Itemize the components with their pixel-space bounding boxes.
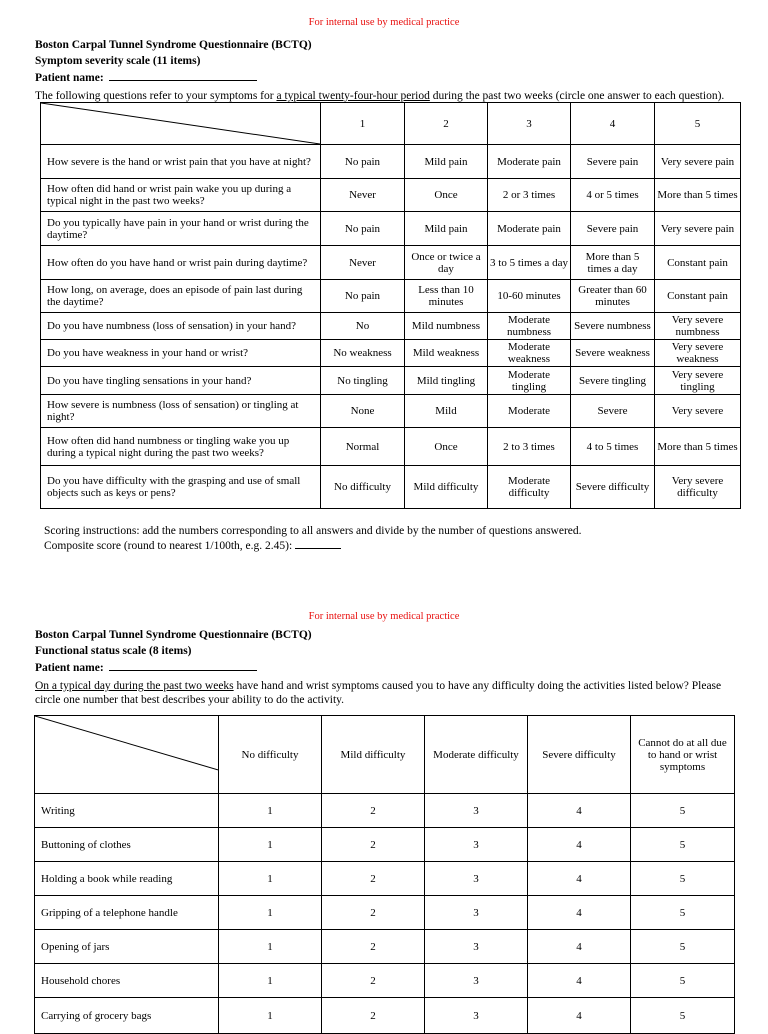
table-row: [35, 998, 735, 1034]
answer-option[interactable]: Very severe weakness: [655, 340, 741, 367]
question-cell: How often do you have hand or wrist pain during daytime?: [41, 246, 321, 280]
score-option[interactable]: 2: [322, 964, 425, 998]
score-option[interactable]: 5: [631, 794, 735, 828]
score-option[interactable]: 4: [528, 862, 631, 896]
answer-option[interactable]: Very severe pain: [655, 212, 741, 246]
diagonal-line: [41, 103, 320, 144]
table-row: [35, 896, 735, 930]
answer-option[interactable]: Mild pain: [405, 212, 488, 246]
answer-option[interactable]: 10-60 minutes: [488, 280, 571, 313]
answer-option[interactable]: No weakness: [321, 340, 405, 367]
scoring-instructions: [44, 525, 582, 553]
answer-option[interactable]: Very severe difficulty: [655, 466, 741, 509]
score-option[interactable]: 2: [322, 998, 425, 1034]
table-row: [41, 367, 741, 395]
answer-option[interactable]: Never: [321, 179, 405, 212]
answer-option[interactable]: Mild difficulty: [405, 466, 488, 509]
question-cell: How severe is the hand or wrist pain that you have at night?: [41, 145, 321, 179]
answer-option[interactable]: 3 to 5 times a day: [488, 246, 571, 280]
corner-cell-2: [35, 716, 219, 794]
composite-score-label: Composite score (round to nearest 1/100th, e.g. 2.45):: [44, 540, 293, 552]
question-cell: Do you have weakness in your hand or wrist?: [41, 340, 321, 367]
answer-option[interactable]: Moderate pain: [488, 145, 571, 179]
answer-option[interactable]: Moderate weakness: [488, 340, 571, 367]
answer-option[interactable]: More than 5 times: [655, 179, 741, 212]
answer-option[interactable]: Constant pain: [655, 246, 741, 280]
score-option[interactable]: 2: [322, 930, 425, 964]
answer-option[interactable]: No: [321, 313, 405, 340]
answer-option[interactable]: Constant pain: [655, 280, 741, 313]
answer-option[interactable]: Greater than 60 minutes: [571, 280, 655, 313]
answer-option[interactable]: Once: [405, 179, 488, 212]
question-cell: Do you typically have pain in your hand or wrist during the daytime?: [41, 212, 321, 246]
table-row: [41, 246, 741, 280]
form-title-2: Boston Carpal Tunnel Syndrome Questionnaire (BCTQ): [35, 629, 312, 641]
answer-option[interactable]: Mild pain: [405, 145, 488, 179]
question-cell: Do you have tingling sensations in your hand?: [41, 367, 321, 395]
answer-option[interactable]: None: [321, 395, 405, 428]
table-row: [35, 930, 735, 964]
header-cell-2: Moderate difficulty: [425, 716, 528, 794]
score-option[interactable]: 5: [631, 930, 735, 964]
answer-option[interactable]: Moderate pain: [488, 212, 571, 246]
score-option[interactable]: 3: [425, 964, 528, 998]
score-option[interactable]: 5: [631, 964, 735, 998]
answer-option[interactable]: Mild tingling: [405, 367, 488, 395]
header-cell-2: Cannot do at all due to hand or wrist symptoms: [631, 716, 735, 794]
table-header-row: [41, 103, 741, 145]
score-option[interactable]: 3: [425, 896, 528, 930]
header-cell: 5: [655, 103, 741, 145]
table-row: [41, 313, 741, 340]
answer-option[interactable]: Very severe tingling: [655, 367, 741, 395]
header-cell: 4: [571, 103, 655, 145]
activity-cell: Holding a book while reading: [35, 862, 219, 896]
score-option[interactable]: 4: [528, 896, 631, 930]
answer-option[interactable]: Moderate numbness: [488, 313, 571, 340]
answer-option[interactable]: Severe tingling: [571, 367, 655, 395]
composite-score-row: [44, 538, 582, 553]
patient-name-row-2: [35, 659, 312, 677]
answer-option[interactable]: Mild numbness: [405, 313, 488, 340]
score-option[interactable]: 1: [219, 896, 322, 930]
table-row: [41, 179, 741, 212]
answer-option[interactable]: Severe difficulty: [571, 466, 655, 509]
score-option[interactable]: 2: [322, 862, 425, 896]
form-header: [35, 38, 312, 87]
score-option[interactable]: 4: [528, 828, 631, 862]
score-option[interactable]: 4: [528, 794, 631, 828]
score-option[interactable]: 1: [219, 794, 322, 828]
activity-cell: Carrying of grocery bags: [35, 998, 219, 1034]
score-option[interactable]: 3: [425, 794, 528, 828]
activity-cell: Opening of jars: [35, 930, 219, 964]
instructions-text: The following questions refer to your symptoms for: [35, 90, 277, 102]
patient-name-label-2: Patient name:: [35, 662, 104, 674]
header-cell: 1: [321, 103, 405, 145]
score-option[interactable]: 3: [425, 862, 528, 896]
score-option[interactable]: 3: [425, 998, 528, 1034]
score-option[interactable]: 2: [322, 896, 425, 930]
score-option[interactable]: 2: [322, 828, 425, 862]
activity-cell: Writing: [35, 794, 219, 828]
activity-cell: Household chores: [35, 964, 219, 998]
form-subtitle-2: Functional status scale (8 items): [35, 644, 192, 657]
header-cell: 3: [488, 103, 571, 145]
patient-name-label: Patient name:: [35, 72, 104, 84]
diagonal-line-2: [35, 716, 218, 793]
table-row: [35, 794, 735, 828]
patient-name-row: [35, 69, 312, 87]
question-cell: Do you have difficulty with the grasping and use of small objects such as keys or pens?: [41, 466, 321, 509]
answer-option[interactable]: 2 or 3 times: [488, 179, 571, 212]
score-option[interactable]: 5: [631, 828, 735, 862]
question-cell: Do you have numbness (loss of sensation) in your hand?: [41, 313, 321, 340]
symptom-severity-table: [40, 102, 741, 509]
answer-option[interactable]: Moderate difficulty: [488, 466, 571, 509]
score-option[interactable]: 3: [425, 930, 528, 964]
answer-option[interactable]: Severe: [571, 395, 655, 428]
score-option[interactable]: 5: [631, 998, 735, 1034]
functional-status-table: [34, 715, 735, 1034]
answer-option[interactable]: Severe weakness: [571, 340, 655, 367]
score-option[interactable]: 1: [219, 862, 322, 896]
score-option[interactable]: 2: [322, 794, 425, 828]
header-cell: 2: [405, 103, 488, 145]
activity-cell: Gripping of a telephone handle: [35, 896, 219, 930]
patient-name-field[interactable]: [109, 69, 257, 81]
table-row: [35, 862, 735, 896]
score-option[interactable]: 4: [528, 930, 631, 964]
answer-option[interactable]: Very severe numbness: [655, 313, 741, 340]
internal-use-notice: For internal use by medical practice: [308, 17, 460, 28]
answer-option[interactable]: No difficulty: [321, 466, 405, 509]
score-option[interactable]: 1: [219, 828, 322, 862]
question-cell: How often did hand or wrist pain wake you up during a typical night in the past two weeks?: [41, 179, 321, 212]
answer-option[interactable]: Mild weakness: [405, 340, 488, 367]
answer-option[interactable]: Normal: [321, 428, 405, 466]
instructions-emphasis: a typical twenty-four-hour period: [276, 90, 430, 102]
score-option[interactable]: 1: [219, 964, 322, 998]
score-option[interactable]: 1: [219, 930, 322, 964]
instructions-2: [35, 679, 740, 707]
table-row: [41, 395, 741, 428]
form-subtitle: Symptom severity scale (11 items): [35, 54, 201, 67]
activity-cell: Buttoning of clothes: [35, 828, 219, 862]
score-option[interactable]: 1: [219, 998, 322, 1034]
table-row: [41, 280, 741, 313]
table-row: [41, 212, 741, 246]
score-option[interactable]: 3: [425, 828, 528, 862]
header-cell-2: No difficulty: [219, 716, 322, 794]
answer-option[interactable]: No pain: [321, 280, 405, 313]
answer-option[interactable]: Never: [321, 246, 405, 280]
score-option[interactable]: 5: [631, 862, 735, 896]
score-option[interactable]: 4: [528, 998, 631, 1034]
answer-option[interactable]: 2 to 3 times: [488, 428, 571, 466]
answer-option[interactable]: 4 to 5 times: [571, 428, 655, 466]
table-header-row-2: [35, 716, 735, 794]
answer-option[interactable]: Moderate: [488, 395, 571, 428]
table-row: [35, 964, 735, 998]
question-cell: How severe is numbness (loss of sensation) or tingling at night?: [41, 395, 321, 428]
instructions-text-end: during the past two weeks (circle one answer to each question).: [429, 90, 725, 102]
instructions: [35, 89, 724, 103]
answer-option[interactable]: More than 5 times: [655, 428, 741, 466]
answer-option[interactable]: 4 or 5 times: [571, 179, 655, 212]
instructions-emphasis-2: On a typical day during the past two weeks: [35, 680, 234, 692]
table-row: [41, 428, 741, 466]
table-row: [41, 466, 741, 509]
answer-option[interactable]: Less than 10 minutes: [405, 280, 488, 313]
answer-option[interactable]: No tingling: [321, 367, 405, 395]
question-cell: How long, on average, does an episode of pain last during the daytime?: [41, 280, 321, 313]
answer-option[interactable]: Mild: [405, 395, 488, 428]
question-cell: How often did hand numbness or tingling wake you up during a typical night during the past two weeks?: [41, 428, 321, 466]
score-option[interactable]: 5: [631, 896, 735, 930]
answer-option[interactable]: Severe pain: [571, 145, 655, 179]
score-option[interactable]: 4: [528, 964, 631, 998]
corner-cell: [41, 103, 321, 145]
form-header-2: [35, 628, 312, 677]
answer-option[interactable]: No pain: [321, 145, 405, 179]
composite-score-field[interactable]: [295, 538, 341, 549]
answer-option[interactable]: Very severe pain: [655, 145, 741, 179]
table-row: [35, 828, 735, 862]
answer-option[interactable]: Moderate tingling: [488, 367, 571, 395]
table-row: [41, 145, 741, 179]
answer-option[interactable]: Severe pain: [571, 212, 655, 246]
header-cell-2: Mild difficulty: [322, 716, 425, 794]
header-cell-2: Severe difficulty: [528, 716, 631, 794]
table-row: [41, 340, 741, 367]
scoring-text: Scoring instructions: add the numbers corresponding to all answers and divide by the number of questions answered.: [44, 525, 582, 537]
internal-use-notice-2: For internal use by medical practice: [308, 611, 460, 622]
instructions-text-2: have hand and wrist symptoms caused you to have any difficulty doing the activities listed below? Please circle one number that best describes your ability to do the activity.: [35, 680, 722, 706]
answer-option[interactable]: No pain: [321, 212, 405, 246]
answer-option[interactable]: Very severe: [655, 395, 741, 428]
answer-option[interactable]: Severe numbness: [571, 313, 655, 340]
answer-option[interactable]: More than 5 times a day: [571, 246, 655, 280]
patient-name-field-2[interactable]: [109, 659, 257, 671]
form-title: Boston Carpal Tunnel Syndrome Questionnaire (BCTQ): [35, 39, 312, 51]
answer-option[interactable]: Once or twice a day: [405, 246, 488, 280]
answer-option[interactable]: Once: [405, 428, 488, 466]
